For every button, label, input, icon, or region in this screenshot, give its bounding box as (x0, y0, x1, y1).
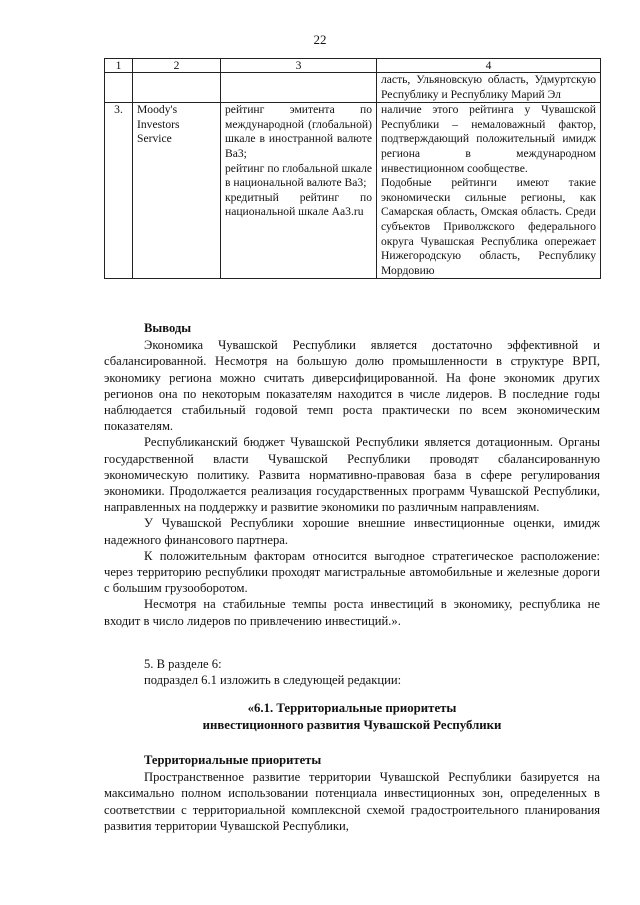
agency-name-line: Service (137, 132, 172, 146)
rating-entry: рейтинг эмитента по международной (глобальной) шкале в иностранной валюте Ba3; (225, 103, 372, 160)
significance-paragraph: Подобные рейтинги имеют такие экономически сильные регионы, как Самарская область, Омская область. Среди субъектов Приволжского федерального округа Чувашская Республика опережает Нижегородскую область, Республику Мордовию (381, 176, 596, 277)
amendment-item: 5. В разделе 6: (144, 657, 222, 671)
table-row (105, 103, 601, 279)
table-header-cell: 2 (133, 59, 221, 73)
conclusions-paragraph: К положительным факторам относится выгодное стратегическое расположение: через территорию республики проходят магистральные автомобильные и железные дороги с большим грузооборотом. (104, 548, 600, 596)
ratings-table (104, 58, 601, 279)
table-header-cell: 1 (105, 59, 133, 73)
conclusions-paragraph: Республиканский бюджет Чувашской Республики является дотационным. Органы государственной власти Чувашской Республики проводят сбалансированную экономическую политику. Развита нормативно-правовая база в сфере регулирования экономики. Продолжается реализация государственных программ Чувашской Республики, направленных на поддержку и развитие экономики по различным направлениям. (104, 435, 600, 515)
table-cell-empty (221, 73, 377, 103)
table-header-cell: 3 (221, 59, 377, 73)
conclusions-section (104, 320, 600, 629)
amendment-section (104, 656, 600, 688)
agency-name-line: Investors (137, 117, 180, 131)
table-cell-continuation: ласть, Ульяновскую область, Удмуртскую Республику и Республику Марий Эл (377, 73, 601, 103)
table-header-row (105, 59, 601, 73)
conclusions-paragraph: Экономика Чувашской Республики является достаточно эффективной и сбалансированной. Несмотря на большую долю промышленности в структуре ВРП, экономику региона можно считать диверсифицированной. На фоне экономик других регионов она по некоторым показателям находится в числе лидеров. В последние годы наблюдается стабильный годовой темп роста практически по всем экономическим показателям. (104, 338, 600, 434)
agency-name-line: Moody's (137, 103, 178, 117)
territorial-paragraph: Пространственное развитие территории Чувашской Республики базируется на максимально полном использовании потенциала инвестиционных зон, определенных в соответствии с территориальной комплексной схемой градостроительного планирования развития территории Чувашской Республики, (104, 770, 600, 833)
table-cell-empty (133, 73, 221, 103)
amendment-instruction: подраздел 6.1 изложить в следующей редакции: (144, 673, 402, 688)
significance-paragraph: наличие этого рейтинга у Чувашской Республики – немаловажный фактор, подтверждающий положительный имидж региона в международном инвестиционном сообществе. (381, 103, 596, 175)
table-cell-agency (133, 103, 221, 279)
table-cell-number: 3. (105, 103, 133, 279)
table-cell-significance (377, 103, 601, 279)
territorial-section (104, 752, 600, 834)
table-cell-ratings (221, 103, 377, 279)
rating-entry: кредитный рейтинг по национальной шкале Aa3.ru (225, 190, 372, 219)
rating-entry: рейтинг по глобальной шкале в национальной валюте Ba3; (225, 161, 372, 190)
conclusions-paragraph: Несмотря на стабильные темпы роста инвестиций в экономику, республика не входит в число лидеров по привлечению инвестиций.». (104, 597, 600, 628)
table-cell-empty (105, 73, 133, 103)
table-row-continuation (105, 73, 601, 103)
page-number: 22 (313, 32, 327, 47)
table-header-cell: 4 (377, 59, 601, 73)
section-title-line: инвестиционного развития Чувашской Республики (202, 717, 502, 732)
conclusions-heading: Выводы (144, 321, 192, 335)
section-title-line: «6.1. Территориальные приоритеты (247, 701, 457, 715)
section-title (104, 700, 600, 733)
conclusions-paragraph: У Чувашской Республики хорошие внешние инвестиционные оценки, имидж надежного финансового партнера. (104, 516, 600, 547)
territorial-heading: Территориальные приоритеты (144, 753, 322, 767)
